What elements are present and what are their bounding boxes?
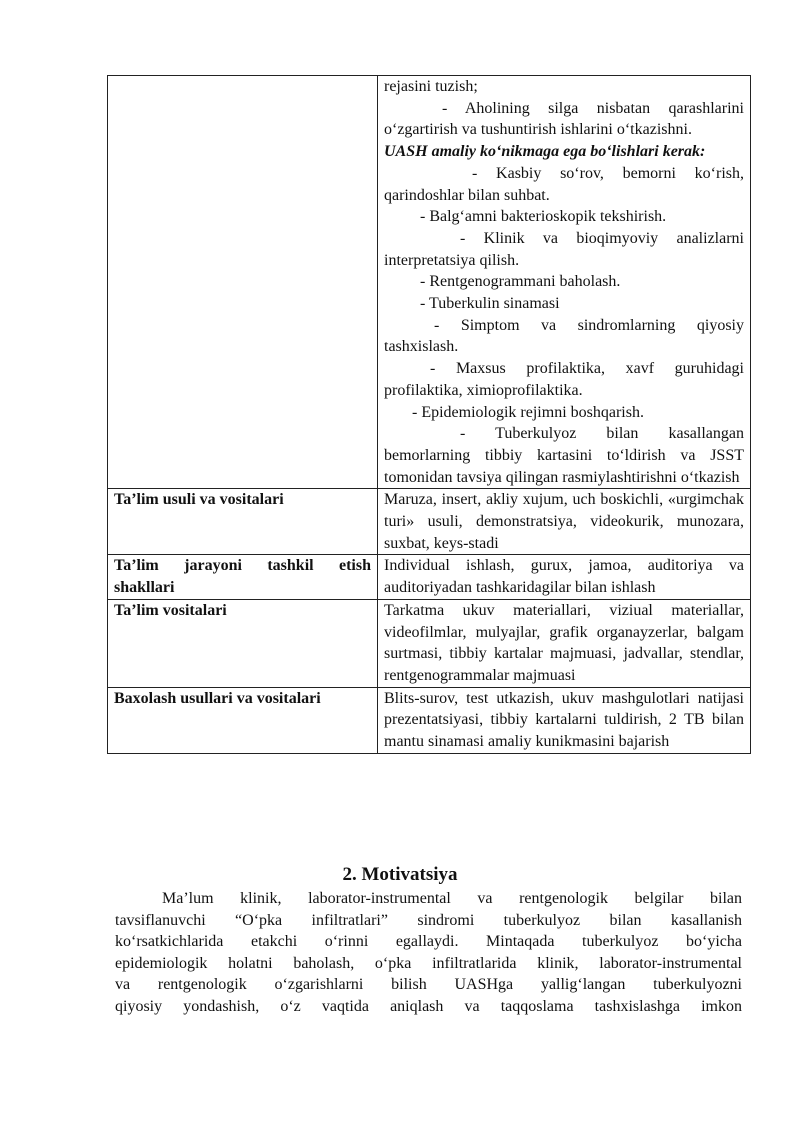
row-label: Ta’lim vositalari [108,599,378,687]
lesson-plan-table [107,75,751,754]
row-label: Baxolash usullari va vositalari [108,687,378,753]
list-item: - Aholining silga nisbatan qarashlarini o‘zgartirish va tushuntirish ishlarini o‘tkazishni. [384,99,744,139]
table-row [108,687,751,753]
paragraph-line: Ma’lum klinik, laborator-instrumental va rentgenologik belgilar bilan [162,890,742,907]
section-heading: 2. Motivatsiya [342,864,458,885]
motivation-paragraph [115,888,742,1017]
row-value: Maruza, insert, akliy xujum, uch boskichli, «urgimchak turi» usuli, demonstratsiya, videokurik, munozara, suxbat, keys-stadi [378,489,751,555]
row-value: Individual ishlash, gurux, jamoa, auditoriya va auditoriyadan tashkaridagilar bilan ishlash [378,555,751,599]
table-row [108,599,751,687]
row-label: Ta’lim jarayoni tashkil etish shakllari [108,555,378,599]
row-value: Blits-surov, test utkazish, ukuv mashgulotlari natijasi prezentatsiyasi, tibbiy kartalarni tuldirish, 2 TB bilan mantu sinamasi amaliy kunikmasini bajarish [378,687,751,753]
row-value: Tarkatma ukuv materiallari, viziual materiallar, videofilmlar, mulyajlar, grafik organayzerlar, balgam surtmasi, tibbiy kartalar majmuasi, jadvallar, stendlar, rentgenogrammalar majmuasi [378,599,751,687]
list-item: - Klinik va bioqimyoviy analizlarni interpretatsiya qilish. [384,229,744,269]
table-row [108,555,751,599]
table-row [108,76,751,489]
row-label: Ta’lim usuli va vositalari [108,489,378,555]
subheading: UASH amaliy ko‘nikmaga ega bo‘lishlari kerak: [384,143,706,161]
paragraph-line: va rentgenologik o‘zgarishlarni bilish UASHga yallig‘langan tuberkulyozni [115,976,742,993]
list-item: - Maxsus profilaktika, xavf guruhidagi profilaktika, ximioprofilaktika. [384,360,744,399]
paragraph-line: epidemiologik holatni baholash, o‘pka infiltratlarida klinik, laborator-instrumental [115,954,742,972]
table-row [108,489,751,555]
list-item: - Epidemiologik rejimni boshqarish. [412,403,644,421]
list-item: - Tuberkulyoz bilan kasallangan bemorlarning tibbiy kartasini to‘ldirish va JSST tomonidan tavsiya qilingan rasmiylashtirishni o‘tkazish [384,425,744,486]
list-item: - Rentgenogrammani baholash. [420,273,621,291]
paragraph-line: tavsiflanuvchi “O‘pka infiltratlari” sindromi tuberkulyoz bilan kasallanish [115,911,742,929]
paragraph-line: ko‘rsatkichlarida etakchi o‘rinni egallaydi. Mintaqada tuberkulyoz bo‘yicha [115,933,742,950]
list-item: - Simptom va sindromlarning qiyosiy tashxislash. [384,316,744,356]
list-item: - Balg‘amni bakterioskopik tekshirish. [420,208,667,226]
table-cell-skills [378,76,751,489]
list-item: - Tuberkulin sinamasi [420,295,560,313]
table-cell-empty [108,76,378,489]
list-item: - Kasbiy so‘rov, bemorni ko‘rish, qarindoshlar bilan suhbat. [384,164,744,204]
list-item: rejasini tuzish; [384,78,478,95]
paragraph-line: qiyosiy yondashish, o‘z vaqtida aniqlash va taqqoslama tashxislashga imkon [115,997,742,1015]
